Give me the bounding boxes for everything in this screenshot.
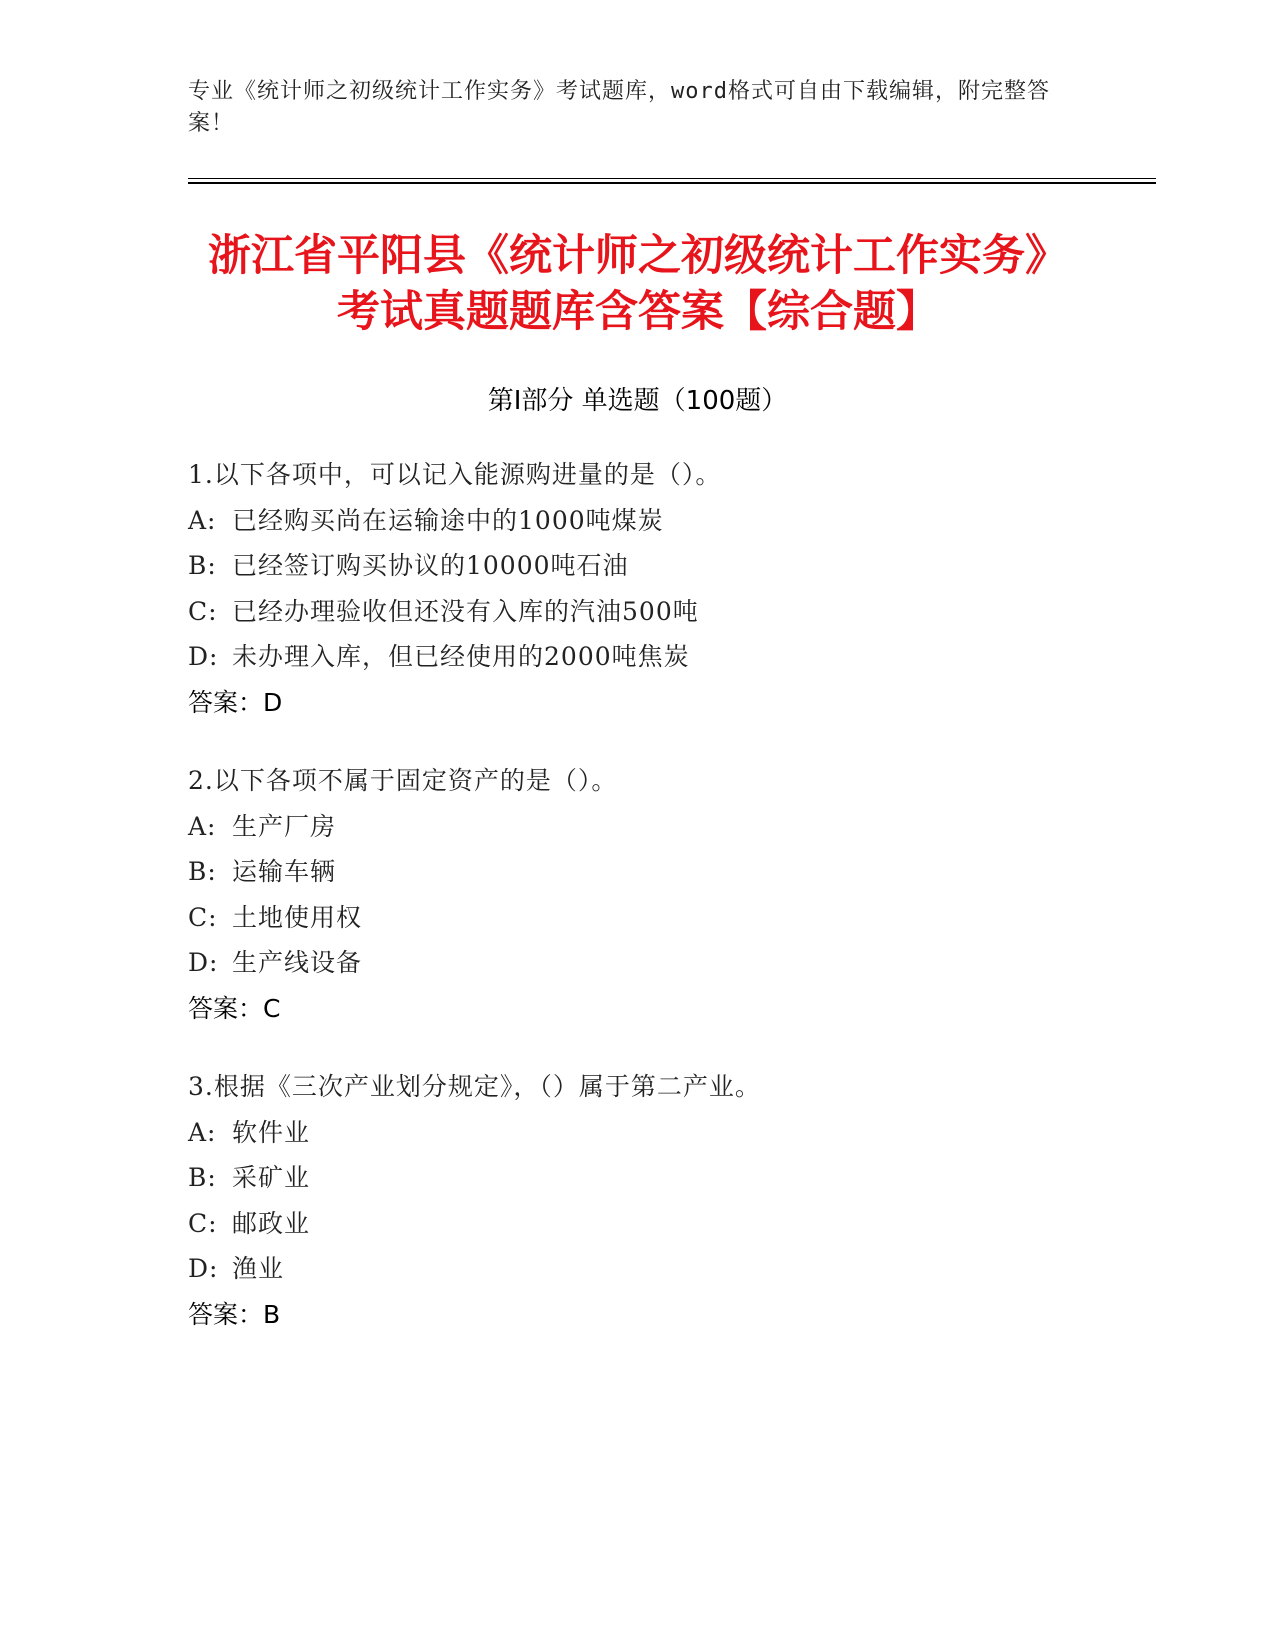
answer: 答案：B — [188, 1299, 281, 1329]
option-letter: A: — [188, 1117, 217, 1147]
option-d — [188, 940, 1088, 986]
option-d — [188, 634, 1088, 680]
header-divider-thin — [188, 178, 1156, 179]
option-b — [188, 1155, 1088, 1201]
option-letter: A: — [188, 505, 217, 535]
option-c — [188, 895, 1088, 941]
answer: 答案：C — [188, 993, 281, 1023]
option-c — [188, 1201, 1088, 1247]
option-text: 生产厂房 — [232, 811, 337, 841]
option-text: 采矿业 — [232, 1163, 311, 1192]
question-1 — [188, 452, 1088, 725]
option-letter: B: — [188, 857, 217, 886]
answer: 答案：D — [188, 687, 283, 717]
option-a — [188, 498, 1088, 544]
option-letter: D: — [188, 642, 219, 671]
option-text: 运输车辆 — [232, 857, 337, 886]
option-b — [188, 543, 1088, 589]
option-text: 已经签订购买协议的10000吨石油 — [232, 551, 629, 580]
option-text: 生产线设备 — [232, 948, 363, 977]
question-3 — [188, 1064, 1088, 1337]
option-letter: D: — [188, 1254, 219, 1283]
header-divider-thick — [188, 182, 1156, 184]
option-letter: A: — [188, 811, 217, 841]
option-text: 邮政业 — [232, 1208, 311, 1238]
option-text: 已经办理验收但还没有入库的汽油500吨 — [232, 596, 699, 626]
document-title: 浙江省平阳县《统计师之初级统计工作实务》考试真题题库含答案【综合题】 — [208, 231, 1068, 337]
option-letter: C: — [188, 596, 218, 626]
option-letter: B: — [188, 1163, 217, 1192]
option-letter: D: — [188, 948, 219, 977]
option-a — [188, 804, 1088, 850]
question-stem: 1.以下各项中，可以记入能源购进量的是（）。 — [188, 460, 722, 489]
option-text: 软件业 — [232, 1117, 311, 1147]
option-d — [188, 1246, 1088, 1292]
option-letter: B: — [188, 551, 217, 580]
section-title: 第Ⅰ部分 单选题（100题） — [487, 386, 788, 416]
option-a — [188, 1110, 1088, 1156]
option-c — [188, 589, 1088, 635]
question-stem: 2.以下各项不属于固定资产的是（）。 — [188, 766, 618, 795]
option-text: 渔业 — [232, 1254, 285, 1283]
question-stem: 3.根据《三次产业划分规定》，（）属于第二产业。 — [188, 1072, 761, 1101]
option-text: 未办理入库，但已经使用的2000吨焦炭 — [232, 642, 690, 671]
option-text: 土地使用权 — [232, 902, 363, 932]
option-b — [188, 849, 1088, 895]
option-text: 已经购买尚在运输途中的1000吨煤炭 — [232, 505, 664, 535]
option-letter: C: — [188, 902, 218, 932]
header-note: 专业《统计师之初级统计工作实务》考试题库，word格式可自由下载编辑，附完整答案！ — [188, 79, 1050, 136]
option-letter: C: — [188, 1208, 218, 1238]
question-2 — [188, 758, 1088, 1031]
